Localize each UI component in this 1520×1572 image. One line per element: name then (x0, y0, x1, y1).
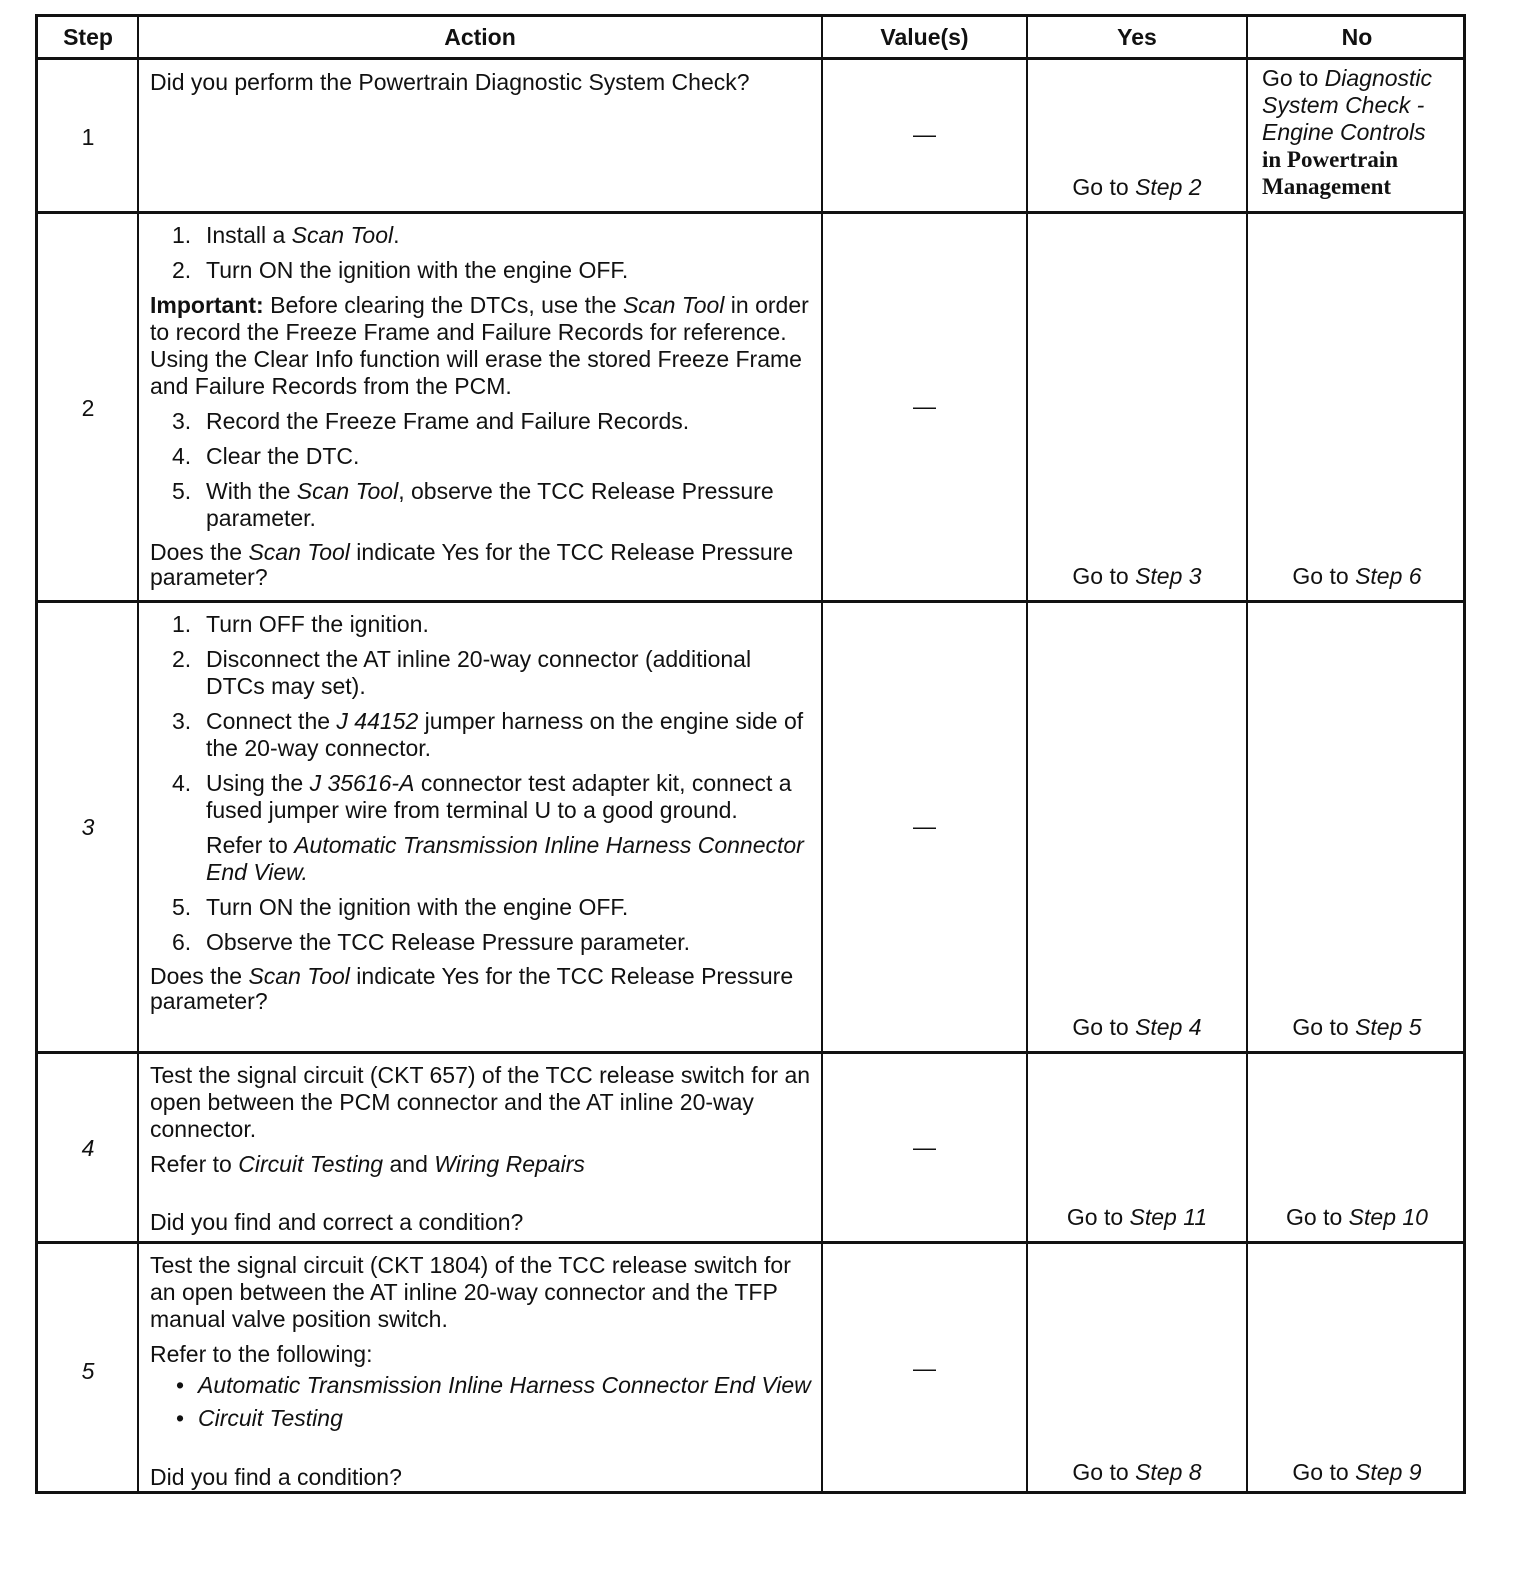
column-divider (1026, 17, 1028, 1491)
goto-step-link[interactable]: Step 11 (1129, 1204, 1208, 1230)
goto-step-link[interactable]: Step 8 (1135, 1459, 1202, 1485)
action-cell (150, 1252, 815, 1438)
column-divider (1246, 17, 1248, 1491)
list-item: 6. Observe the TCC Release Pressure parameter. (172, 929, 691, 955)
goto-prefix: Go to (1072, 174, 1129, 200)
no-cell (1247, 1204, 1467, 1234)
header-action: Action (444, 24, 516, 50)
yes-cell (1027, 1459, 1247, 1489)
goto-prefix: Go to (1292, 1459, 1349, 1485)
goto-step-link[interactable]: Step 2 (1135, 174, 1202, 200)
yes-cell (1027, 563, 1247, 593)
action-cell (150, 222, 815, 590)
goto-prefix: Go to (1262, 65, 1319, 91)
diagnostic-table (35, 14, 1466, 1494)
yes-cell (1027, 1204, 1247, 1234)
goto-step-link[interactable]: Step 5 (1355, 1014, 1422, 1040)
no-cell (1247, 1459, 1467, 1489)
goto-step-link[interactable]: Step 4 (1135, 1014, 1202, 1040)
yes-cell (1027, 174, 1247, 204)
bullet-item: • Circuit Testing (176, 1405, 343, 1431)
goto-prefix: Go to (1072, 1459, 1129, 1485)
action-question: Did you find and correct a condition? (150, 1209, 524, 1235)
list-item: 3. Connect the J 44152 jumper harness on the engine side of the 20-way connector. (172, 708, 804, 761)
header-values: Value(s) (880, 24, 969, 50)
goto-prefix: Go to (1066, 1204, 1124, 1230)
row-divider (38, 57, 1463, 60)
yes-cell (1027, 1014, 1247, 1044)
goto-link[interactable]: Diagnostic (1324, 65, 1433, 91)
goto-prefix: Go to (1286, 1204, 1343, 1230)
value-cell: — (913, 813, 936, 839)
header-no: No (1341, 24, 1373, 50)
important-note: Important: Before clearing the DTCs, use the Scan Tool in order to record the Freeze Frame and Failure Records for reference. Using the Clear Info function will erase the stored Freeze Frame and Failure Records from the PCM. (150, 292, 809, 399)
value-cell: — (913, 121, 936, 147)
list-item: 4. Clear the DTC. (172, 443, 360, 469)
no-text: Management (1262, 174, 1392, 199)
goto-prefix: Go to (1292, 563, 1349, 589)
step-number: 5 (81, 1358, 95, 1384)
goto-prefix: Go to (1072, 1014, 1129, 1040)
step-number: 2 (81, 395, 95, 421)
list-item: 1. Install a Scan Tool. (172, 222, 400, 248)
action-question: Does the Scan Tool indicate Yes for the TCC Release Pressure parameter? (150, 963, 794, 1014)
value-cell: — (913, 1355, 936, 1381)
action-text: Test the signal circuit (CKT 657) of the TCC release switch for an open between the PCM connector and the AT inline 20-way connector. (150, 1062, 811, 1142)
action-cell (150, 611, 815, 1014)
list-item: 5. With the Scan Tool, observe the TCC Release Pressure parameter. (172, 478, 774, 531)
refer-note: Refer to the following: (150, 1341, 373, 1367)
step-number: 1 (81, 124, 95, 150)
step-number: 4 (81, 1135, 95, 1161)
no-cell (1262, 65, 1462, 200)
column-divider (137, 17, 139, 1491)
value-cell: — (913, 393, 936, 419)
action-question: Did you find a condition? (150, 1464, 402, 1490)
goto-link[interactable]: Engine Controls (1262, 119, 1426, 145)
goto-step-link[interactable]: Step 9 (1355, 1459, 1422, 1485)
list-item: 1. Turn OFF the ignition. (172, 611, 429, 637)
action-cell (150, 1062, 818, 1178)
goto-step-link[interactable]: Step 3 (1135, 563, 1202, 589)
list-item: 2. Disconnect the AT inline 20-way connector (additional DTCs may set). (172, 646, 752, 699)
refer-note: Refer to Circuit Testing and Wiring Repairs (150, 1151, 585, 1177)
column-divider (821, 17, 823, 1491)
no-cell (1247, 1014, 1467, 1044)
goto-link[interactable]: System Check - (1262, 92, 1425, 118)
bullet-item: • Automatic Transmission Inline Harness Connector End View (176, 1372, 811, 1398)
list-item: 4. Using the J 35616-A connector test adapter kit, connect a fused jumper wire from terminal U to a good ground. (172, 770, 792, 823)
action-question: Does the Scan Tool indicate Yes for the TCC Release Pressure parameter? (150, 539, 794, 590)
row-divider (38, 211, 1463, 214)
list-item: 5. Turn ON the ignition with the engine OFF. (172, 894, 629, 920)
goto-step-link[interactable]: Step 6 (1355, 563, 1422, 589)
no-text: in Powertrain (1262, 147, 1399, 172)
row-divider (38, 600, 1463, 603)
row-divider (38, 1241, 1463, 1244)
goto-step-link[interactable]: Step 10 (1348, 1204, 1428, 1230)
list-item: 3. Record the Freeze Frame and Failure Records. (172, 408, 690, 434)
row-divider (38, 1051, 1463, 1054)
goto-prefix: Go to (1072, 563, 1129, 589)
header-step: Step (63, 24, 113, 50)
refer-note: Refer to Automatic Transmission Inline Harness Connector End View. (206, 832, 804, 885)
goto-prefix: Go to (1292, 1014, 1349, 1040)
action-question: Did you perform the Powertrain Diagnostic System Check? (150, 69, 750, 95)
header-yes: Yes (1117, 24, 1157, 50)
value-cell: — (913, 1134, 936, 1160)
action-text: Test the signal circuit (CKT 1804) of the TCC release switch for an open between the AT inline 20-way connector and the TFP manual valve position switch. (150, 1252, 791, 1332)
list-item: 2. Turn ON the ignition with the engine OFF. (172, 257, 629, 283)
step-number: 3 (81, 814, 95, 840)
no-cell (1247, 563, 1467, 593)
